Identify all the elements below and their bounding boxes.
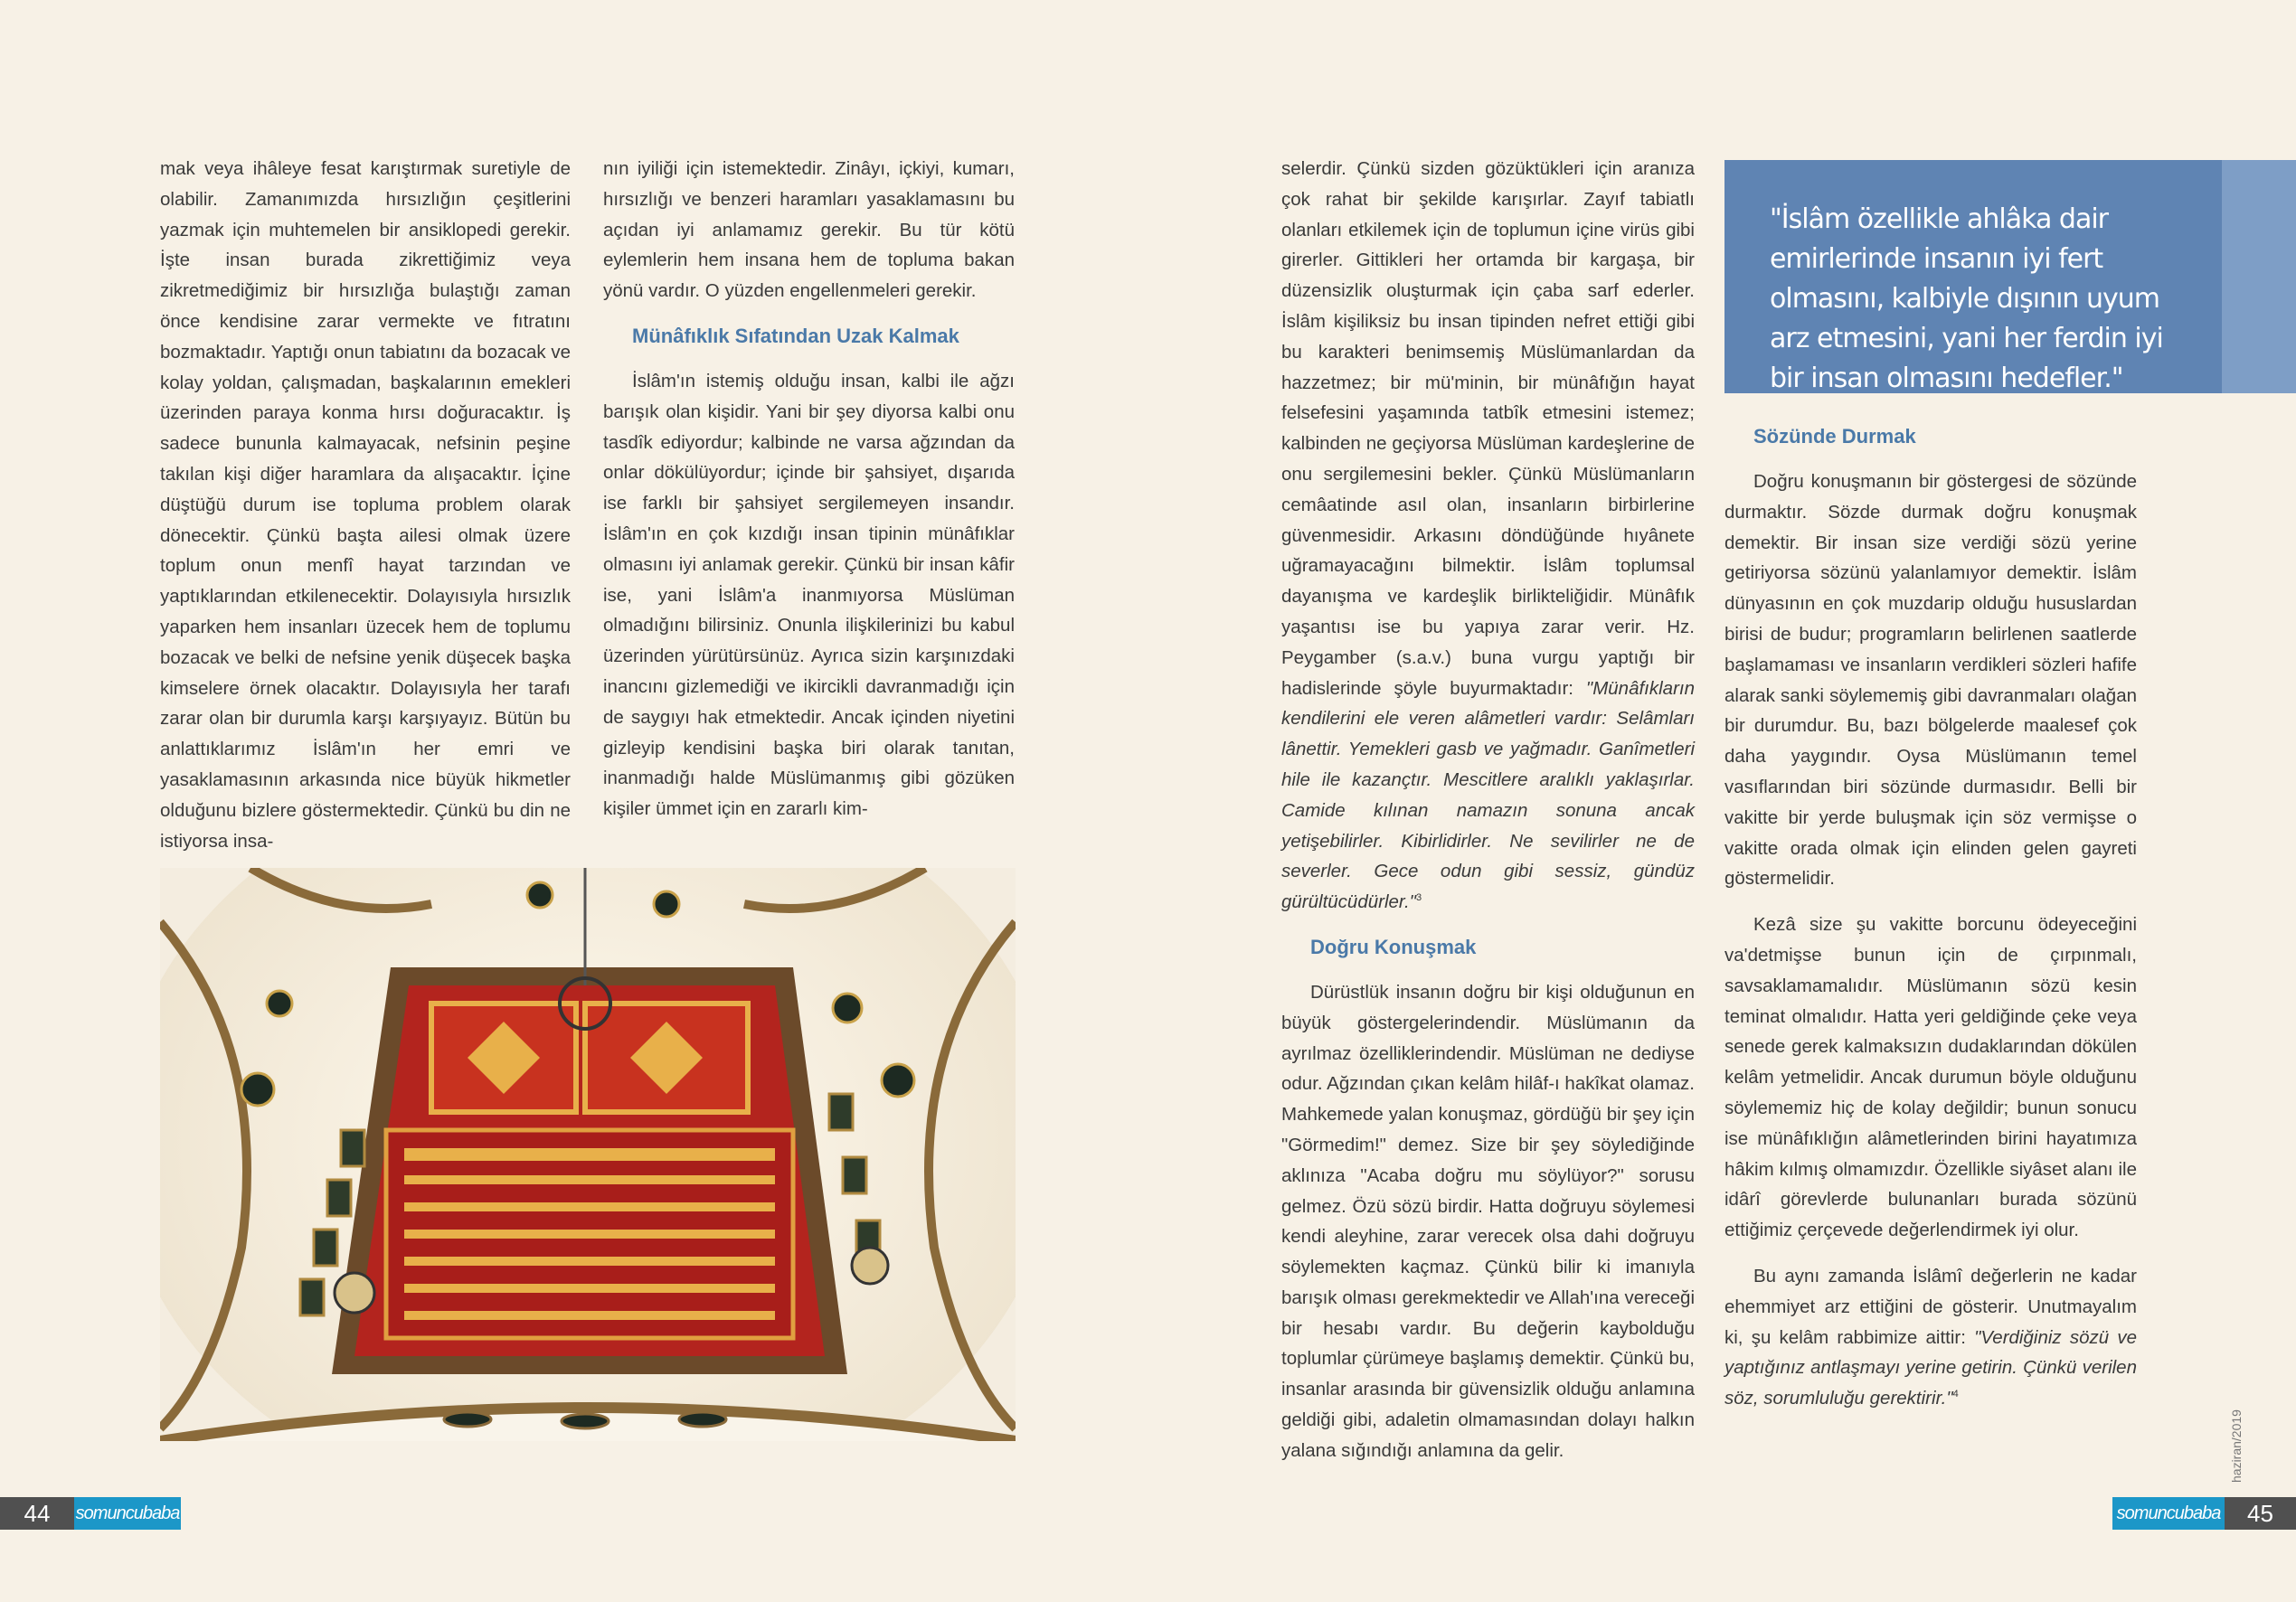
magazine-brand-right: somuncubaba xyxy=(2112,1497,2225,1530)
paragraph: İslâm'ın istemiş olduğu insan, kalbi ile ağzı barışık olan kişidir. Yani bir şey diyorsa kalbi onu tasdîk ediyordur; kalbinde ne varsa ağzından da onlar dökülüyordur; içinde bir şahsiyet, dışarıda ise farklı bir şahsiyet sergilemeyen insandır. İslâm'ın en çok kızdığı insan tipinin münâfıklar olmasını iyi anlamak gerekir. Çünkü bir insan kâfir ise, yani İslâm'a inanmıyorsa Müslüman olmadığını bilirsiniz. Onunla ilişkilerinizi bu kabul üzerinden yürütürsünüz. Ayrıca sizin karşınızdaki inancını gizlemediği ve ikircikli davranmadığı için de saygıyı hak etmektedir. Ancak içinden niyetini gizleyip kendisini başka biri olarak tanıtan, inanmadığı halde Müslümanmış gibi gözüken kişiler ümmet için en zararlı kim- xyxy=(603,370,1015,820)
paragraph-text: Bu aynı zamanda İslâmî değerlerin ne kadar ehemmiyet arz ettiğini de gösterir. Unutmayalım ki, şu kelâm rabbimize aittir: xyxy=(1724,1265,2137,1348)
page-number-right: 45 xyxy=(2225,1497,2296,1530)
section-heading-munafiklik: Münâfıklık Sıfatından Uzak Kalmak xyxy=(632,324,959,347)
paragraph: Dürüstlük insanın doğru bir kişi olduğunun en büyük göstergelerindendir. Müslümanın da ayrılmaz özelliklerindendir. Müslüman ne dediyse odur. Ağzından çıkan kelâm hilâf-ı hakîkat olamaz. Mahkemede yalan konuşmaz, gördüğü bir şey için "Görmedim!" demez. Size bir şey söylediğinde aklınıza "Acaba doğru mu söylüyor?" sorusu gelmez. Özü sözü birdir. Hatta doğruyu söylemesi kendi aleyhine, zarar verecek olsa dahi doğruyu söylemekten kaçmaz. Çünkü bilir ki imanıyla barışık olması gerekmektedir ve Allah'ına vereceği bir hesabı vardır. Bu değerin kaybolduğu toplumlar çürümeye başlamış demektir. Çünkü bu, insanlar arasında bir güvensizlik olduğu anlamına geldiği gibi, adaletin olmamasından dolayı halkın yalana sığındığı anlamına da gelir. xyxy=(1281,981,1695,1461)
page-number-left: 44 xyxy=(0,1497,74,1530)
pull-quote-text: "İslâm özellikle ahlâka dair emirlerinde insanın iyi fert olmasını, kalbiyle dışının uyum arz etmesini, yani her ferdin iyi bir insan olmasını hedefler." xyxy=(1770,203,2163,394)
paragraph: Doğru konuşmanın bir göstergesi de sözünde durmaktır. Sözde durmak doğru konuşmak demektir. Bir insan size verdiği sözü yerine getiriyorsa sözünü yalanlamıyor demektir. İslâm dünyasının en çok muzdarip olduğu hususlardan birisi de budur; programların belirlenen saatlerde başlamaması ve insanların verdikleri sözleri hafife alarak sanki söylememiş gibi davranmaları olağan bir durumdur. Bu, bazı bölgelerde maalesef çok daha yaygındır. Oysa Müslümanın temel vasıflarından biri sözünde durmasıdır. Belli bir vakitte bir yerde buluşmak için söz vermişse o vakitte orada olmak için elinden gelen gayreti göstermelidir. xyxy=(1724,471,2137,890)
paragraph: nın iyiliği için istemektedir. Zinâyı, içkiyi, kumarı, hırsızlığı ve benzeri haramları yasaklamasını bu açıdan iyi anlamamız gerekir. Bu tür kötü eylemlerin hem insana hem de topluma bakan yönü vardır. O yüzden engellenmeleri gerekir. xyxy=(603,158,1015,302)
hadith-quote: "Münâfıkların kendilerini ele veren alâmetleri vardır: Selâmları lânettir. Yemekleri gasb ve yağmadır. Ganîmetleri hile ile kazançtır. Mescitlere aralıklı yaklaşırlar. Camide kılınan namazın sonuna ancak yetişebilirler. Kibirlidirler. Ne sevilirler ne de severler. Gece odun gibi sessiz, gündüz gürültücüdürler." xyxy=(1281,677,1695,913)
issue-date: haziran/2019 xyxy=(2229,1409,2244,1483)
paragraph xyxy=(1724,1261,2137,1414)
footnote-marker: 4 xyxy=(1952,1389,1959,1400)
section-heading-dogru-konusmak: Doğru Konuşmak xyxy=(1310,935,1477,958)
paragraph xyxy=(1281,154,1695,918)
magazine-brand-left: somuncubaba xyxy=(74,1497,181,1530)
section-heading-sozunde-durmak: Sözünde Durmak xyxy=(1753,425,1916,448)
column-3 xyxy=(1281,154,1695,1466)
mosque-interior-photo xyxy=(160,868,1016,1441)
column-1 xyxy=(160,154,571,856)
column-2 xyxy=(603,154,1015,825)
paragraph: Kezâ size şu vakitte borcunu ödeyeceğini va'detmişse bunun için de çırpınmalı, savsaklamamalıdır. Müslümanın sözü kesin teminat olmalıdır. Hatta yeri geldiğinde çeke veya senede gerek kalmaksızın dudaklarından dökülen kelâm yetmelidir. Ancak durumun böyle olduğunu söylememiz hiç de kolay değildir; bunun sonucu ise münâfıklığın alâmetlerinden birini hayatımıza hâkim kılmış olmamızdır. Özellikle siyâset alanı ile idârî görevlerde bulunanları burada sözünü ettiğimiz çerçevede değerlendirmek iyi olur. xyxy=(1724,914,2137,1241)
paragraph: mak veya ihâleye fesat karıştırmak suretiyle de olabilir. Zamanımızda hırsızlığın çeşitlerini yazmak için muhtemelen bir ansiklopedi gerekir. İşte insan burada zikrettiğimiz veya zikretmediğimiz bir hırsızlığa bulaştığı zaman önce kendisine zarar vermekte ve fıtratını bozmaktadır. Yaptığı onun tabiatını da bozacak ve kolay yoldan, çalışmadan, başkalarının emekleri üzerinden paraya konma hırsı doğuracaktır. İş sadece bununla kalmayacak, nefsinin peşine takılan kişi diğer haramlara da alışacaktır. İçine düştüğü durum ise topluma problem olarak dönecektir. Çünkü başta ailesi olmak üzere toplum onun menfî hayat tarzından ve yaptıklarından etkilenecektir. Dolayısıyla hırsızlık yaparken hem insanları üzecek hem de toplumu bozacak ve belki de nefsine yenik düşecek başka kimselere örnek olacaktır. Dolayısıyla her tarafı zarar olan bir durumla karşı karşıyayız. Bütün bu anlattıklarımız İslâm'ın her emri ve yasaklamasının arkasında nice büyük hikmetler olduğunu bizlere göstermektedir. Çünkü bu din ne istiyorsa insa- xyxy=(160,158,571,852)
pull-quote-box xyxy=(1724,160,2222,393)
column-4 xyxy=(1724,425,2137,1414)
pull-quote-accent xyxy=(2222,160,2296,393)
footnote-marker: 3 xyxy=(1415,892,1422,904)
verse-quote: "Verdiğiniz sözü ve yaptığınız antlaşmayı yerine getirin. Çünkü verilen söz, sorumluluğu gerektirir." xyxy=(1724,1326,2137,1409)
paragraph-text: selerdir. Çünkü sizden gözüktükleri için aranıza çok rahat bir şekilde karışırlar. Zayıf tabiatlı olanları etkilemek için de toplumun içine virüs gibi girerler. Gittikleri her ortamda bir kargaşa, bir düzensizlik oluşturmak için çaba sarf ederler. İslâm kişiliksiz bu insan tipinden nefret ettiği gibi bu karakteri benimsemiş Müslümanlardan da hazzetmez; bir mü'minin, bir münâfığın hayat felsefesini yaşamında tatbîk etmesini istemez; kalbinden ne geçiyorsa Müslüman kardeşlerine de onu sergilemesini bekler. Çünkü Müslümanların cemâatinde asıl olan, insanların birbirlerine güvenmesidir. Arkasını döndüğünde hıyânete uğramayacağını bilmektir. İslâm toplumsal dayanışma ve kardeşlik birlikteliğidir. Münâfık yaşantısı ise bu yapıya zarar verir. Hz. Peygamber (s.a.v.) buna vurgu yaptığı bir hadislerinde şöyle buyurmaktadır: xyxy=(1281,158,1695,699)
